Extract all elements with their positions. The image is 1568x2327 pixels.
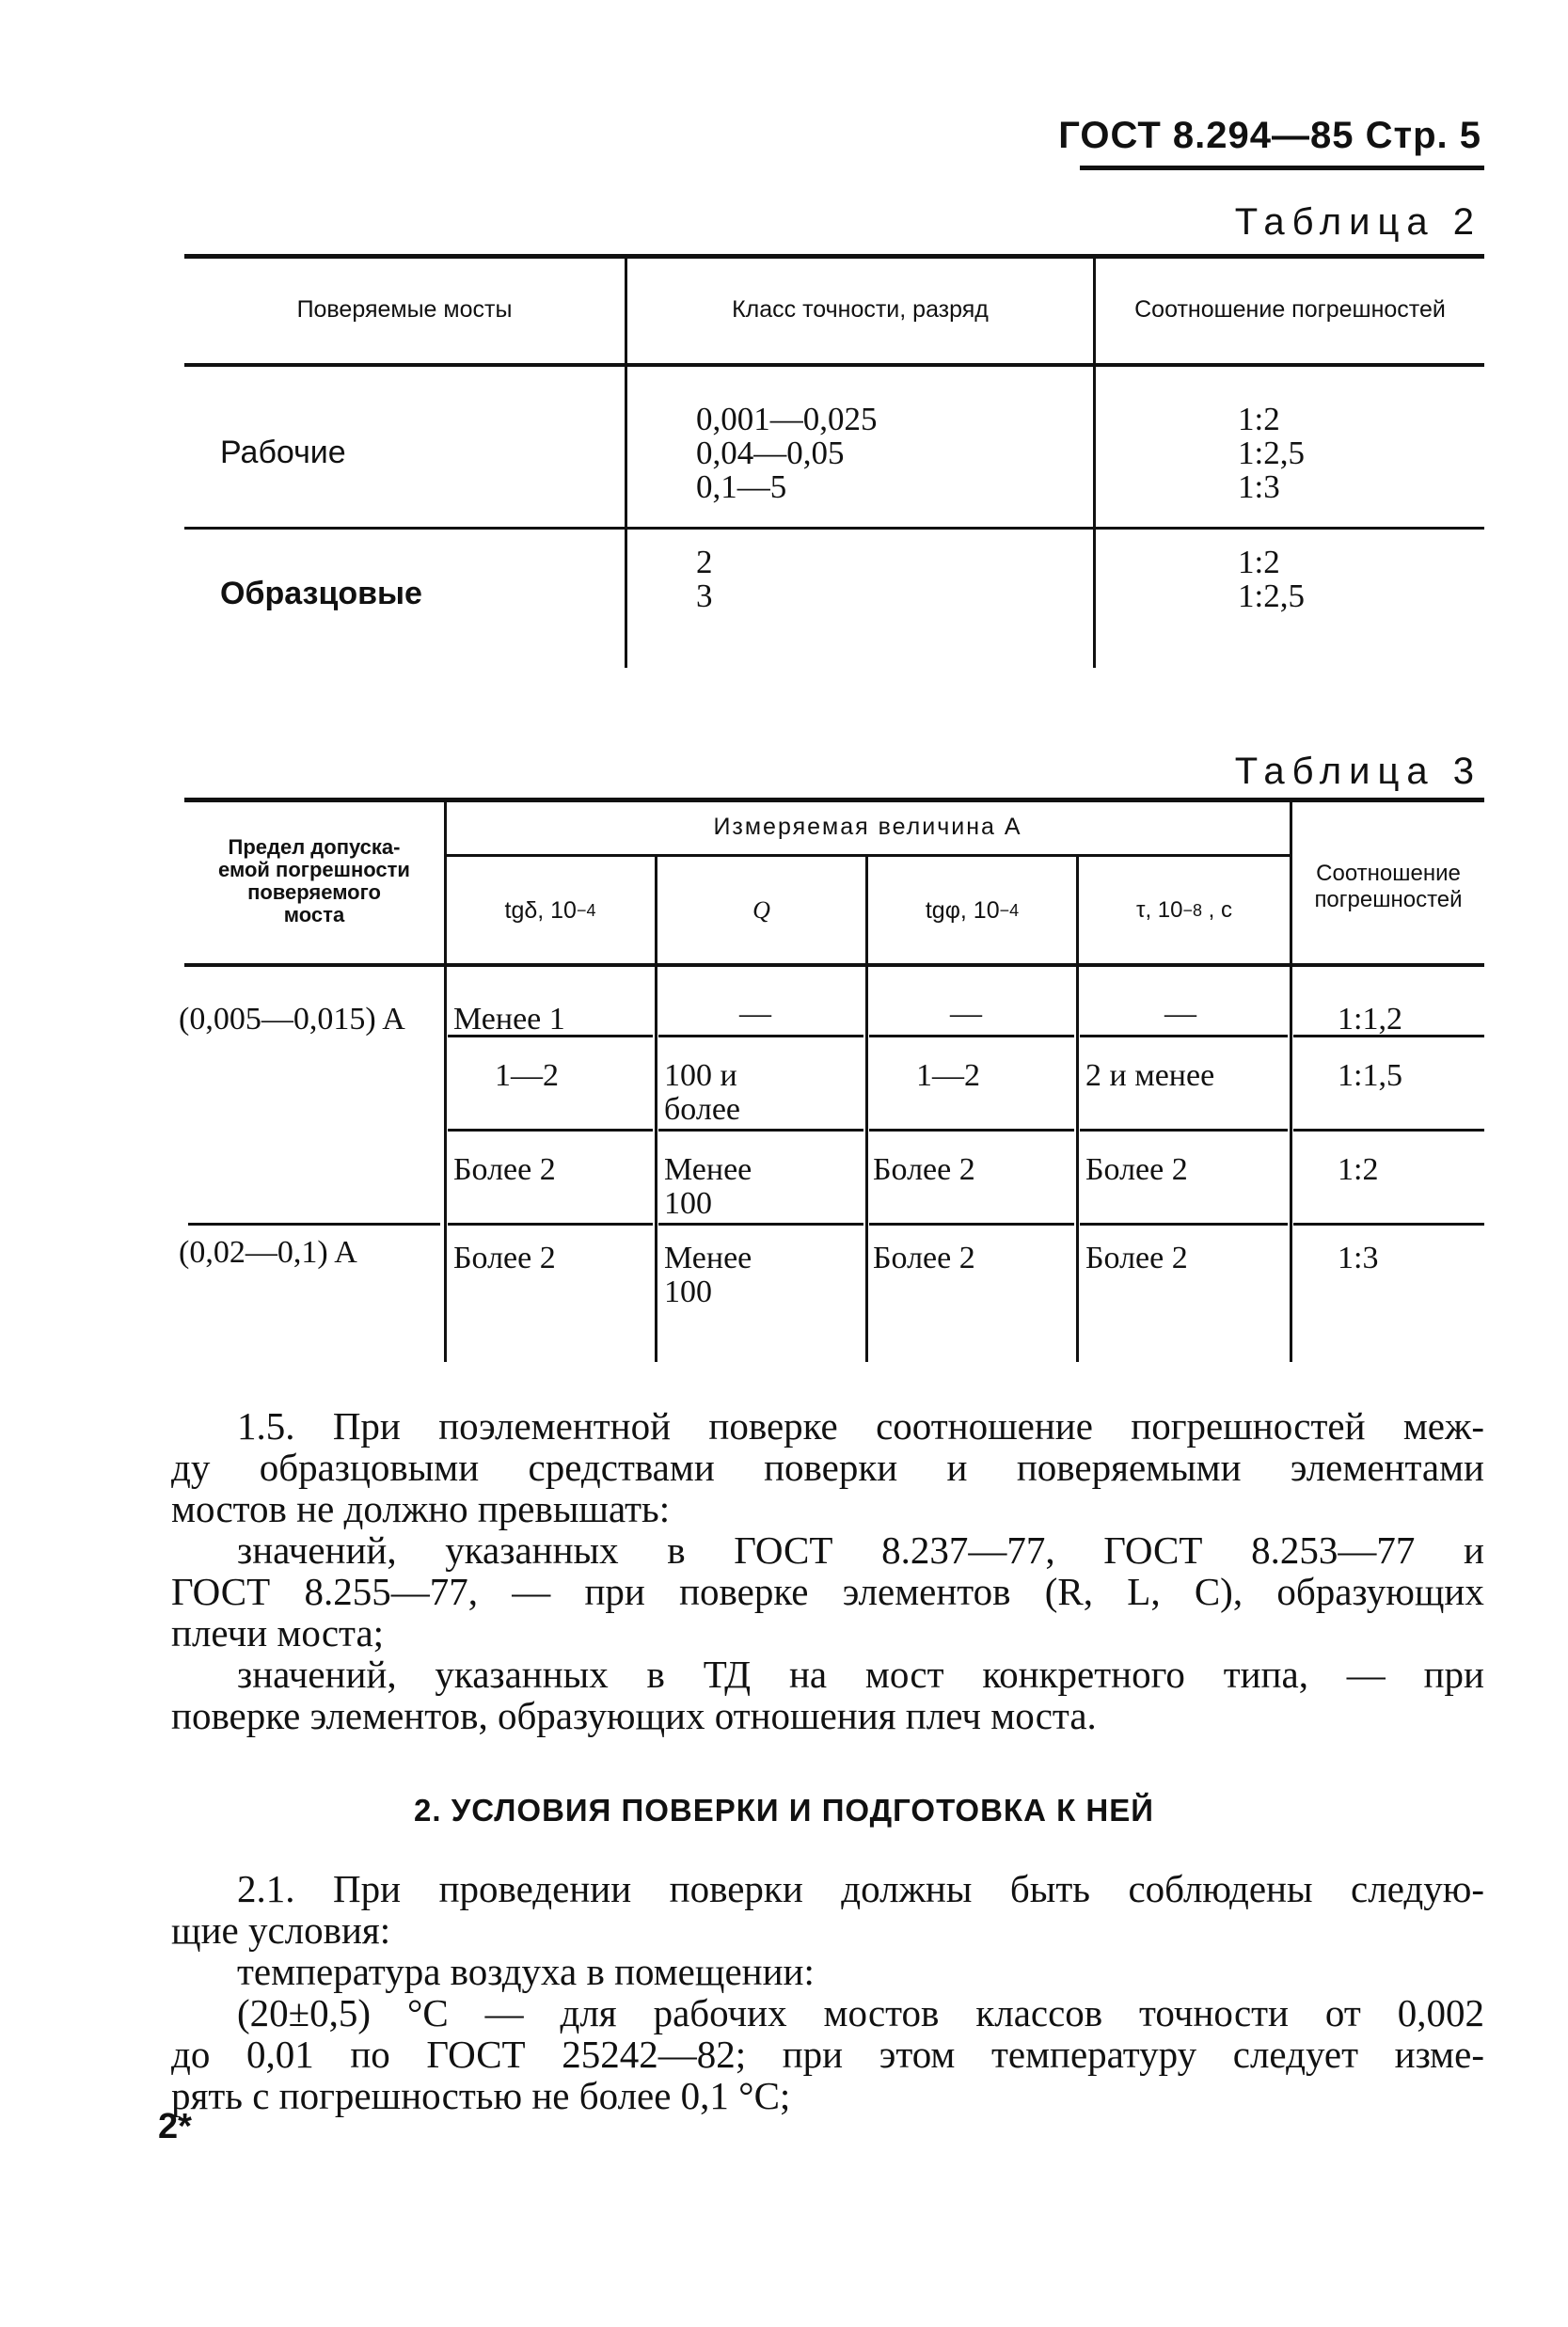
cell-tgf: —	[950, 996, 982, 1031]
table3-header-tgd	[446, 858, 655, 963]
word: проведении	[438, 1867, 632, 1910]
word: по	[350, 2033, 390, 2076]
cell-line: 100 и	[664, 1058, 737, 1093]
text-line: поверке элементов, образующих отношения плеч моста.	[171, 1694, 1097, 1737]
class-value: 0,04—0,05	[696, 435, 845, 471]
word: этом	[879, 2033, 956, 2076]
row-rule	[1080, 1035, 1288, 1037]
paragraph-2-1	[171, 1868, 1484, 1951]
word: C),	[1194, 1570, 1243, 1613]
table2-caption: Таблица 2	[1234, 201, 1481, 243]
word: элементами	[1290, 1446, 1484, 1489]
word: классов	[975, 1991, 1103, 2034]
word: изме-	[1394, 2033, 1484, 2076]
word: соотношение	[876, 1404, 1093, 1448]
word: поверяемыми	[1016, 1446, 1242, 1489]
word: ТД	[703, 1653, 752, 1696]
cell-line: Менее	[664, 1241, 752, 1275]
word: при	[584, 1570, 645, 1613]
table3-header-limit	[184, 820, 444, 942]
table3-row-label: (0,02—0,1) A	[179, 1235, 357, 1270]
word: 8.255—77,	[304, 1570, 478, 1613]
cell-ratio: 1:2	[1338, 1152, 1379, 1187]
word: при	[782, 2033, 844, 2076]
table3	[179, 798, 1484, 1362]
word: точности	[1139, 1991, 1290, 2034]
cell-tgf: Более 2	[873, 1241, 975, 1275]
word: поверки	[764, 1446, 898, 1489]
word: при	[1423, 1653, 1484, 1696]
ratio-value: 1:2	[1238, 544, 1280, 580]
text-line	[171, 1654, 1484, 1695]
word: и	[1464, 1528, 1484, 1572]
table2	[184, 254, 1484, 668]
word: При	[332, 1404, 401, 1448]
word: быть	[1009, 1867, 1090, 1910]
cell-line: более	[664, 1092, 740, 1127]
header-text: tgφ, 10	[925, 896, 1000, 924]
ratio-value: 1:3	[1238, 468, 1280, 505]
paragraph-2-1-item-a	[171, 1951, 1484, 1992]
ratio-value: 1:2	[1238, 401, 1280, 437]
word: указанных	[435, 1653, 609, 1696]
cell-q	[664, 1242, 752, 1309]
word: мост	[864, 1653, 944, 1696]
word: (20±0,5)	[237, 1991, 372, 2034]
signature-mark: 2*	[158, 2107, 192, 2146]
word: указанных	[445, 1528, 619, 1572]
cell-q	[664, 1153, 752, 1221]
word: типа,	[1223, 1653, 1308, 1696]
word: поэлементной	[438, 1404, 672, 1448]
header-line: Предел допуска-	[228, 835, 401, 859]
cell-ratio: 1:1,2	[1338, 1002, 1402, 1037]
text-line	[171, 1529, 1484, 1571]
row-rule	[658, 1129, 863, 1132]
word: должны	[841, 1867, 973, 1910]
word: погрешностей	[1131, 1404, 1366, 1448]
table2-classes-reference	[696, 546, 713, 613]
text-line: щие условия:	[171, 1908, 391, 1952]
header-line: погрешностей	[1314, 887, 1463, 912]
word: поверке	[679, 1570, 809, 1613]
header-unit: с	[1221, 897, 1233, 923]
class-value: 0,1—5	[696, 468, 787, 505]
word: рабочих	[653, 1991, 787, 2034]
word: в	[646, 1653, 665, 1696]
header-exponent: −4	[576, 900, 596, 920]
row-rule	[658, 1035, 863, 1037]
text-line	[171, 1868, 1484, 1909]
cell-tgd: Более 2	[453, 1152, 556, 1187]
text-line: температура воздуха в помещении:	[237, 1950, 815, 1993]
word: 8.253—77	[1251, 1528, 1416, 1572]
word: образующих	[1276, 1570, 1484, 1613]
word: ГОСТ	[426, 2033, 526, 2076]
header-line: поверяемого	[247, 880, 381, 904]
header-line: моста	[283, 903, 345, 926]
class-value: 0,001—0,025	[696, 401, 878, 437]
row-rule	[869, 1129, 1074, 1132]
row-rule	[869, 1223, 1074, 1226]
text-line	[171, 1405, 1484, 1447]
row-rule	[188, 1223, 440, 1226]
word: до	[171, 2033, 211, 2076]
row-rule	[1293, 1129, 1484, 1132]
table3-header-tgf	[868, 858, 1076, 963]
word: образцовыми	[259, 1446, 480, 1489]
word: мостов	[823, 1991, 940, 2034]
cell-tgf: Более 2	[873, 1152, 975, 1187]
section-2-title: 2. УСЛОВИЯ ПОВЕРКИ И ПОДГОТОВКА К НЕЙ	[414, 1793, 1154, 1828]
text-line	[171, 1992, 1484, 2034]
row-rule	[658, 1223, 863, 1226]
word: в	[667, 1528, 686, 1572]
header-line: Соотношение	[1316, 861, 1461, 886]
word: 1.5.	[237, 1404, 295, 1448]
table3-header-q: Q	[752, 896, 770, 924]
cell-tgf: 1—2	[916, 1058, 980, 1093]
row-rule	[448, 1129, 653, 1132]
cell-tau: Более 2	[1085, 1152, 1188, 1187]
word: ГОСТ	[171, 1570, 271, 1613]
word: L,	[1127, 1570, 1161, 1613]
word: температуру	[990, 2033, 1197, 2076]
word: 8.237—77,	[881, 1528, 1055, 1572]
table3-header-measured: Измеряемая величина A	[713, 813, 1022, 840]
cell-tau: Более 2	[1085, 1241, 1188, 1275]
text-line: мостов не должно превышать:	[171, 1487, 671, 1530]
header-exponent: −4	[999, 900, 1020, 920]
table2-classes-working	[696, 403, 878, 504]
paragraph-2-1-item-b	[171, 1992, 1484, 2116]
paragraph-1-5-item-a	[171, 1529, 1484, 1654]
running-header: ГОСТ 8.294—85 Стр. 5	[1058, 115, 1481, 156]
cell-ratio: 1:1,5	[1338, 1058, 1402, 1093]
word: элементов	[842, 1570, 1011, 1613]
word: ду	[171, 1446, 211, 1489]
cell-q: —	[739, 996, 771, 1031]
word: 2.1.	[237, 1867, 295, 1910]
word: (R,	[1044, 1570, 1094, 1613]
header-text: τ, 10	[1135, 897, 1183, 923]
word: 0,002	[1397, 1991, 1484, 2034]
paragraph-1-5-item-b	[171, 1654, 1484, 1736]
text-line: рять с погрешностью не более 0,1 °С;	[171, 2074, 791, 2117]
word: ГОСТ	[1103, 1528, 1203, 1572]
table2-row-working: Рабочие	[220, 435, 346, 470]
header-line: емой погрешности	[218, 858, 410, 881]
ratio-value: 1:2,5	[1238, 578, 1305, 614]
cell-line: Менее	[664, 1152, 752, 1187]
word: 0,01	[245, 2033, 314, 2076]
header-separator: ,	[1202, 897, 1222, 923]
word: —	[484, 1991, 524, 2034]
cell-line: 100	[664, 1186, 712, 1221]
text-line	[171, 2034, 1484, 2075]
table2-row-reference: Образцовые	[220, 576, 422, 611]
word: поверке	[708, 1404, 838, 1448]
cell-ratio: 1:3	[1338, 1241, 1379, 1275]
table2-row-rule	[184, 527, 1484, 530]
cell-tau: 2 и менее	[1085, 1058, 1215, 1093]
class-value: 3	[696, 578, 713, 614]
class-value: 2	[696, 544, 713, 580]
header-rule	[1080, 166, 1484, 170]
text-line	[171, 1571, 1484, 1612]
word: —	[512, 1570, 551, 1613]
row-rule	[1080, 1223, 1288, 1226]
row-rule	[1293, 1223, 1484, 1226]
word: для	[560, 1991, 617, 2034]
word: 25242—82;	[562, 2033, 747, 2076]
table2-header-bridges: Поверяемые мосты	[296, 295, 513, 323]
word: конкретного	[982, 1653, 1185, 1696]
table2-header-ratio: Соотношение погрешностей	[1134, 295, 1446, 323]
cell-q	[664, 1059, 740, 1127]
word: соблюдены	[1128, 1867, 1313, 1910]
text-line	[171, 1447, 1484, 1488]
header-text: tgδ, 10	[504, 896, 577, 924]
cell-tgd: 1—2	[495, 1058, 559, 1093]
cell-line: 100	[664, 1274, 712, 1309]
ratio-value: 1:2,5	[1238, 435, 1305, 471]
word: следую-	[1351, 1867, 1484, 1910]
word: средствами	[528, 1446, 715, 1489]
word: При	[333, 1867, 402, 1910]
word: поверки	[669, 1867, 803, 1910]
table2-header-class: Класс точности, разряд	[732, 295, 989, 323]
text-line: плечи моста;	[171, 1611, 385, 1654]
paragraph-1-5	[171, 1405, 1484, 1529]
table3-header-tau	[1079, 858, 1290, 963]
table3-caption: Таблица 3	[1234, 751, 1481, 792]
row-rule	[1080, 1129, 1288, 1132]
header-exponent: −8	[1182, 900, 1203, 920]
word: меж-	[1402, 1404, 1484, 1448]
word: следует	[1232, 2033, 1359, 2076]
word: °С	[406, 1991, 449, 2034]
word: ГОСТ	[734, 1528, 833, 1572]
table2-ratios-working	[1238, 403, 1305, 504]
table2-ratios-reference	[1238, 546, 1305, 613]
word: на	[788, 1653, 828, 1696]
table3-row-label: (0,005—0,015) A	[179, 1002, 405, 1037]
word: значений,	[237, 1653, 397, 1696]
word: от	[1324, 1991, 1361, 2034]
row-rule	[448, 1223, 653, 1226]
word: —	[1346, 1653, 1386, 1696]
word: и	[946, 1446, 968, 1489]
cell-tgd: Более 2	[453, 1241, 556, 1275]
table3-header-ratio	[1292, 835, 1484, 939]
cell-tgd: Менее 1	[453, 1002, 565, 1037]
cell-tau: —	[1164, 996, 1196, 1031]
row-rule	[869, 1035, 1074, 1037]
word: значений,	[237, 1528, 397, 1572]
